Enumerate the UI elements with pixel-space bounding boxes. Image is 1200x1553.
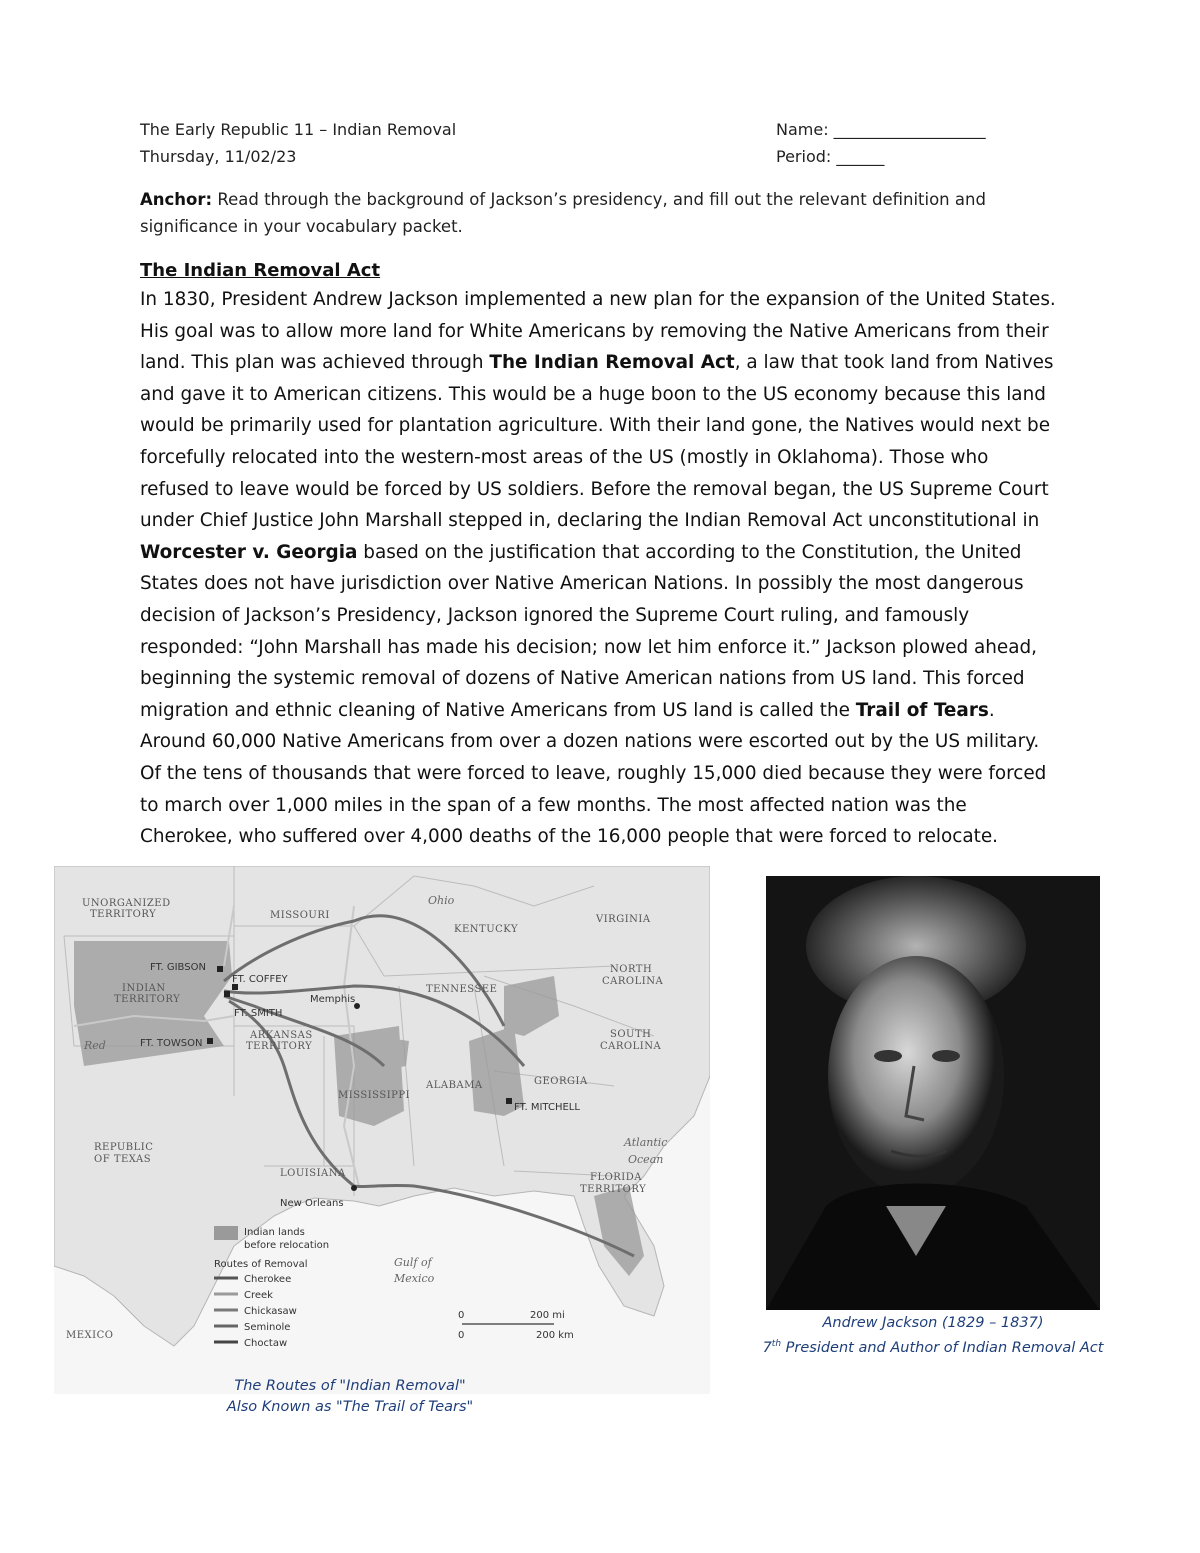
- label-indian: INDIAN: [122, 983, 166, 994]
- label-unorganized: UNORGANIZED: [82, 898, 171, 909]
- label-louisiana: LOUISIANA: [280, 1168, 346, 1179]
- legend-route-2: Creek: [244, 1290, 273, 1301]
- term-indian-removal-act: The Indian Removal Act: [489, 352, 735, 374]
- anchor-label: Anchor:: [140, 190, 213, 209]
- label-republic: REPUBLIC: [94, 1142, 154, 1153]
- legend-route-4: Seminole: [244, 1322, 291, 1333]
- label-tennessee: TENNESSEE: [426, 984, 498, 995]
- label-georgia: GEORGIA: [534, 1076, 588, 1087]
- map-caption: [150, 1376, 550, 1418]
- anchor-instructions: [140, 186, 1060, 240]
- label-ft-gibson: FT. GIBSON: [150, 962, 206, 973]
- map-caption-line-2: Also Known as "The Trail of Tears": [226, 1399, 474, 1415]
- legend-indian-lands-1: Indian lands: [244, 1227, 305, 1238]
- paragraph-part-4: . Around 60,000 Native Americans from over a dozen nations were escorted out by the US military. Of the tens of thousands that were forced to leave, roughly 15,000 died because they were forced to march over 1,000 miles in the span of a few months. The most affected nation was the Cherokee, who suffered over 4,000 deaths of the 16,000 people that were forced to relocate.: [140, 699, 1047, 848]
- portrait-graphic: [766, 876, 1100, 1310]
- label-ft-mitchell: FT. MITCHELL: [514, 1102, 580, 1113]
- period-field-label: Period: ______: [776, 147, 885, 166]
- label-territory-1: TERRITORY: [90, 909, 157, 920]
- label-florida: FLORIDA: [590, 1172, 642, 1183]
- worksheet-date: Thursday, 11/02/23: [140, 147, 297, 166]
- label-atlantic: Atlantic: [624, 1136, 668, 1149]
- trail-of-tears-map: [54, 866, 710, 1394]
- label-mexico: MEXICO: [66, 1330, 114, 1341]
- scale-200-mi: 200 mi: [530, 1310, 565, 1321]
- document-header-left: [140, 116, 456, 170]
- label-red-river: Red: [84, 1039, 106, 1052]
- legend-route-1: Cherokee: [244, 1274, 292, 1285]
- portrait-caption-line-1: Andrew Jackson (1829 – 1837): [822, 1315, 1044, 1331]
- label-gulf-mexico: Mexico: [394, 1272, 435, 1285]
- legend-routes-title: Routes of Removal: [214, 1259, 308, 1270]
- portrait-caption-line-2: 7th President and Author of Indian Removal Act: [762, 1339, 1104, 1356]
- label-arkansas-territory: TERRITORY: [246, 1041, 313, 1052]
- portrait-caption: [740, 1313, 1126, 1359]
- label-florida-territory: TERRITORY: [580, 1184, 647, 1195]
- andrew-jackson-portrait: [766, 876, 1100, 1310]
- label-south: SOUTH: [610, 1029, 652, 1040]
- legend-indian-lands-2: before relocation: [244, 1240, 330, 1251]
- worksheet-title: The Early Republic 11 – Indian Removal: [140, 120, 457, 139]
- label-missouri: MISSOURI: [270, 910, 330, 921]
- label-north-carolina: CAROLINA: [602, 976, 664, 987]
- label-ocean: Ocean: [628, 1153, 664, 1166]
- label-new-orleans: New Orleans: [280, 1198, 344, 1209]
- label-virginia: VIRGINIA: [596, 914, 651, 925]
- paragraph-part-1: In 1830, President Andrew Jackson implemented a new plan for the expansion of the United States. His goal was to allow more land for White Americans by removing the Native Americans from their land. This plan was achieved through: [140, 289, 1056, 374]
- legend-route-5: Choctaw: [244, 1338, 288, 1349]
- label-ohio-river: Ohio: [428, 894, 455, 907]
- anchor-text: Read through the background of Jackson’s presidency, and fill out the relevant definition and significance in your vocabulary packet.: [140, 190, 986, 236]
- scale-200-km: 200 km: [536, 1330, 574, 1341]
- map-graphic: [54, 866, 710, 1394]
- label-indian-territory: TERRITORY: [114, 994, 181, 1005]
- legend-indian-lands-swatch: [214, 1226, 238, 1240]
- label-arkansas: ARKANSAS: [250, 1030, 313, 1041]
- term-trail-of-tears: Trail of Tears: [855, 699, 989, 721]
- label-ft-smith: FT. SMITH: [234, 1008, 283, 1019]
- label-alabama: ALABAMA: [426, 1080, 483, 1091]
- label-ft-coffey: FT. COFFEY: [232, 974, 288, 985]
- paragraph-part-3: based on the justification that according to the Constitution, the United States does not have jurisdiction over Native American Nations. In possibly the most dangerous decision of Jackson’s Presidency, Jackson ignored the Supreme Court ruling, and famously responded: “John Marshall has made his decision; now let him enforce it.” Jackson plowed ahead, beginning the systemic removal of dozens of Native American nations from US land. This forced migration and ethnic cleaning of Native Americans from US land is called the: [140, 541, 1038, 721]
- legend-route-3: Chickasaw: [244, 1306, 297, 1317]
- label-memphis: Memphis: [310, 994, 356, 1005]
- label-north: NORTH: [610, 964, 653, 975]
- label-south-carolina: CAROLINA: [600, 1041, 662, 1052]
- section-title: The Indian Removal Act: [140, 260, 381, 281]
- scale-zero-mi: 0: [458, 1310, 465, 1321]
- name-field-label: Name: ___________________: [776, 120, 986, 139]
- label-kentucky: KENTUCKY: [454, 924, 519, 935]
- paragraph-part-2: , a law that took land from Natives and gave it to American citizens. This would be a huge boon to the US economy because this land would be primarily used for plantation agriculture. With their land gone, the Natives would next be forcefully relocated into the western-most areas of the US (mostly in Oklahoma). Those who refused to leave would be forced by US soldiers. Before the removal began, the US Supreme Court under Chief Justice John Marshall stepped in, declaring the Indian Removal Act unconstitutional in: [140, 352, 1054, 532]
- label-of-texas: OF TEXAS: [94, 1154, 152, 1165]
- term-worcester-v-georgia: Worcester v. Georgia: [140, 541, 358, 563]
- label-ft-towson: FT. TOWSON: [140, 1038, 203, 1049]
- scale-zero-km: 0: [458, 1330, 465, 1341]
- document-header-right: [776, 116, 986, 170]
- label-gulf-of: Gulf of: [394, 1256, 432, 1269]
- reading-paragraph: [140, 284, 1060, 853]
- label-mississippi: MISSISSIPPI: [338, 1090, 411, 1101]
- map-caption-line-1: The Routes of "Indian Removal": [234, 1378, 466, 1394]
